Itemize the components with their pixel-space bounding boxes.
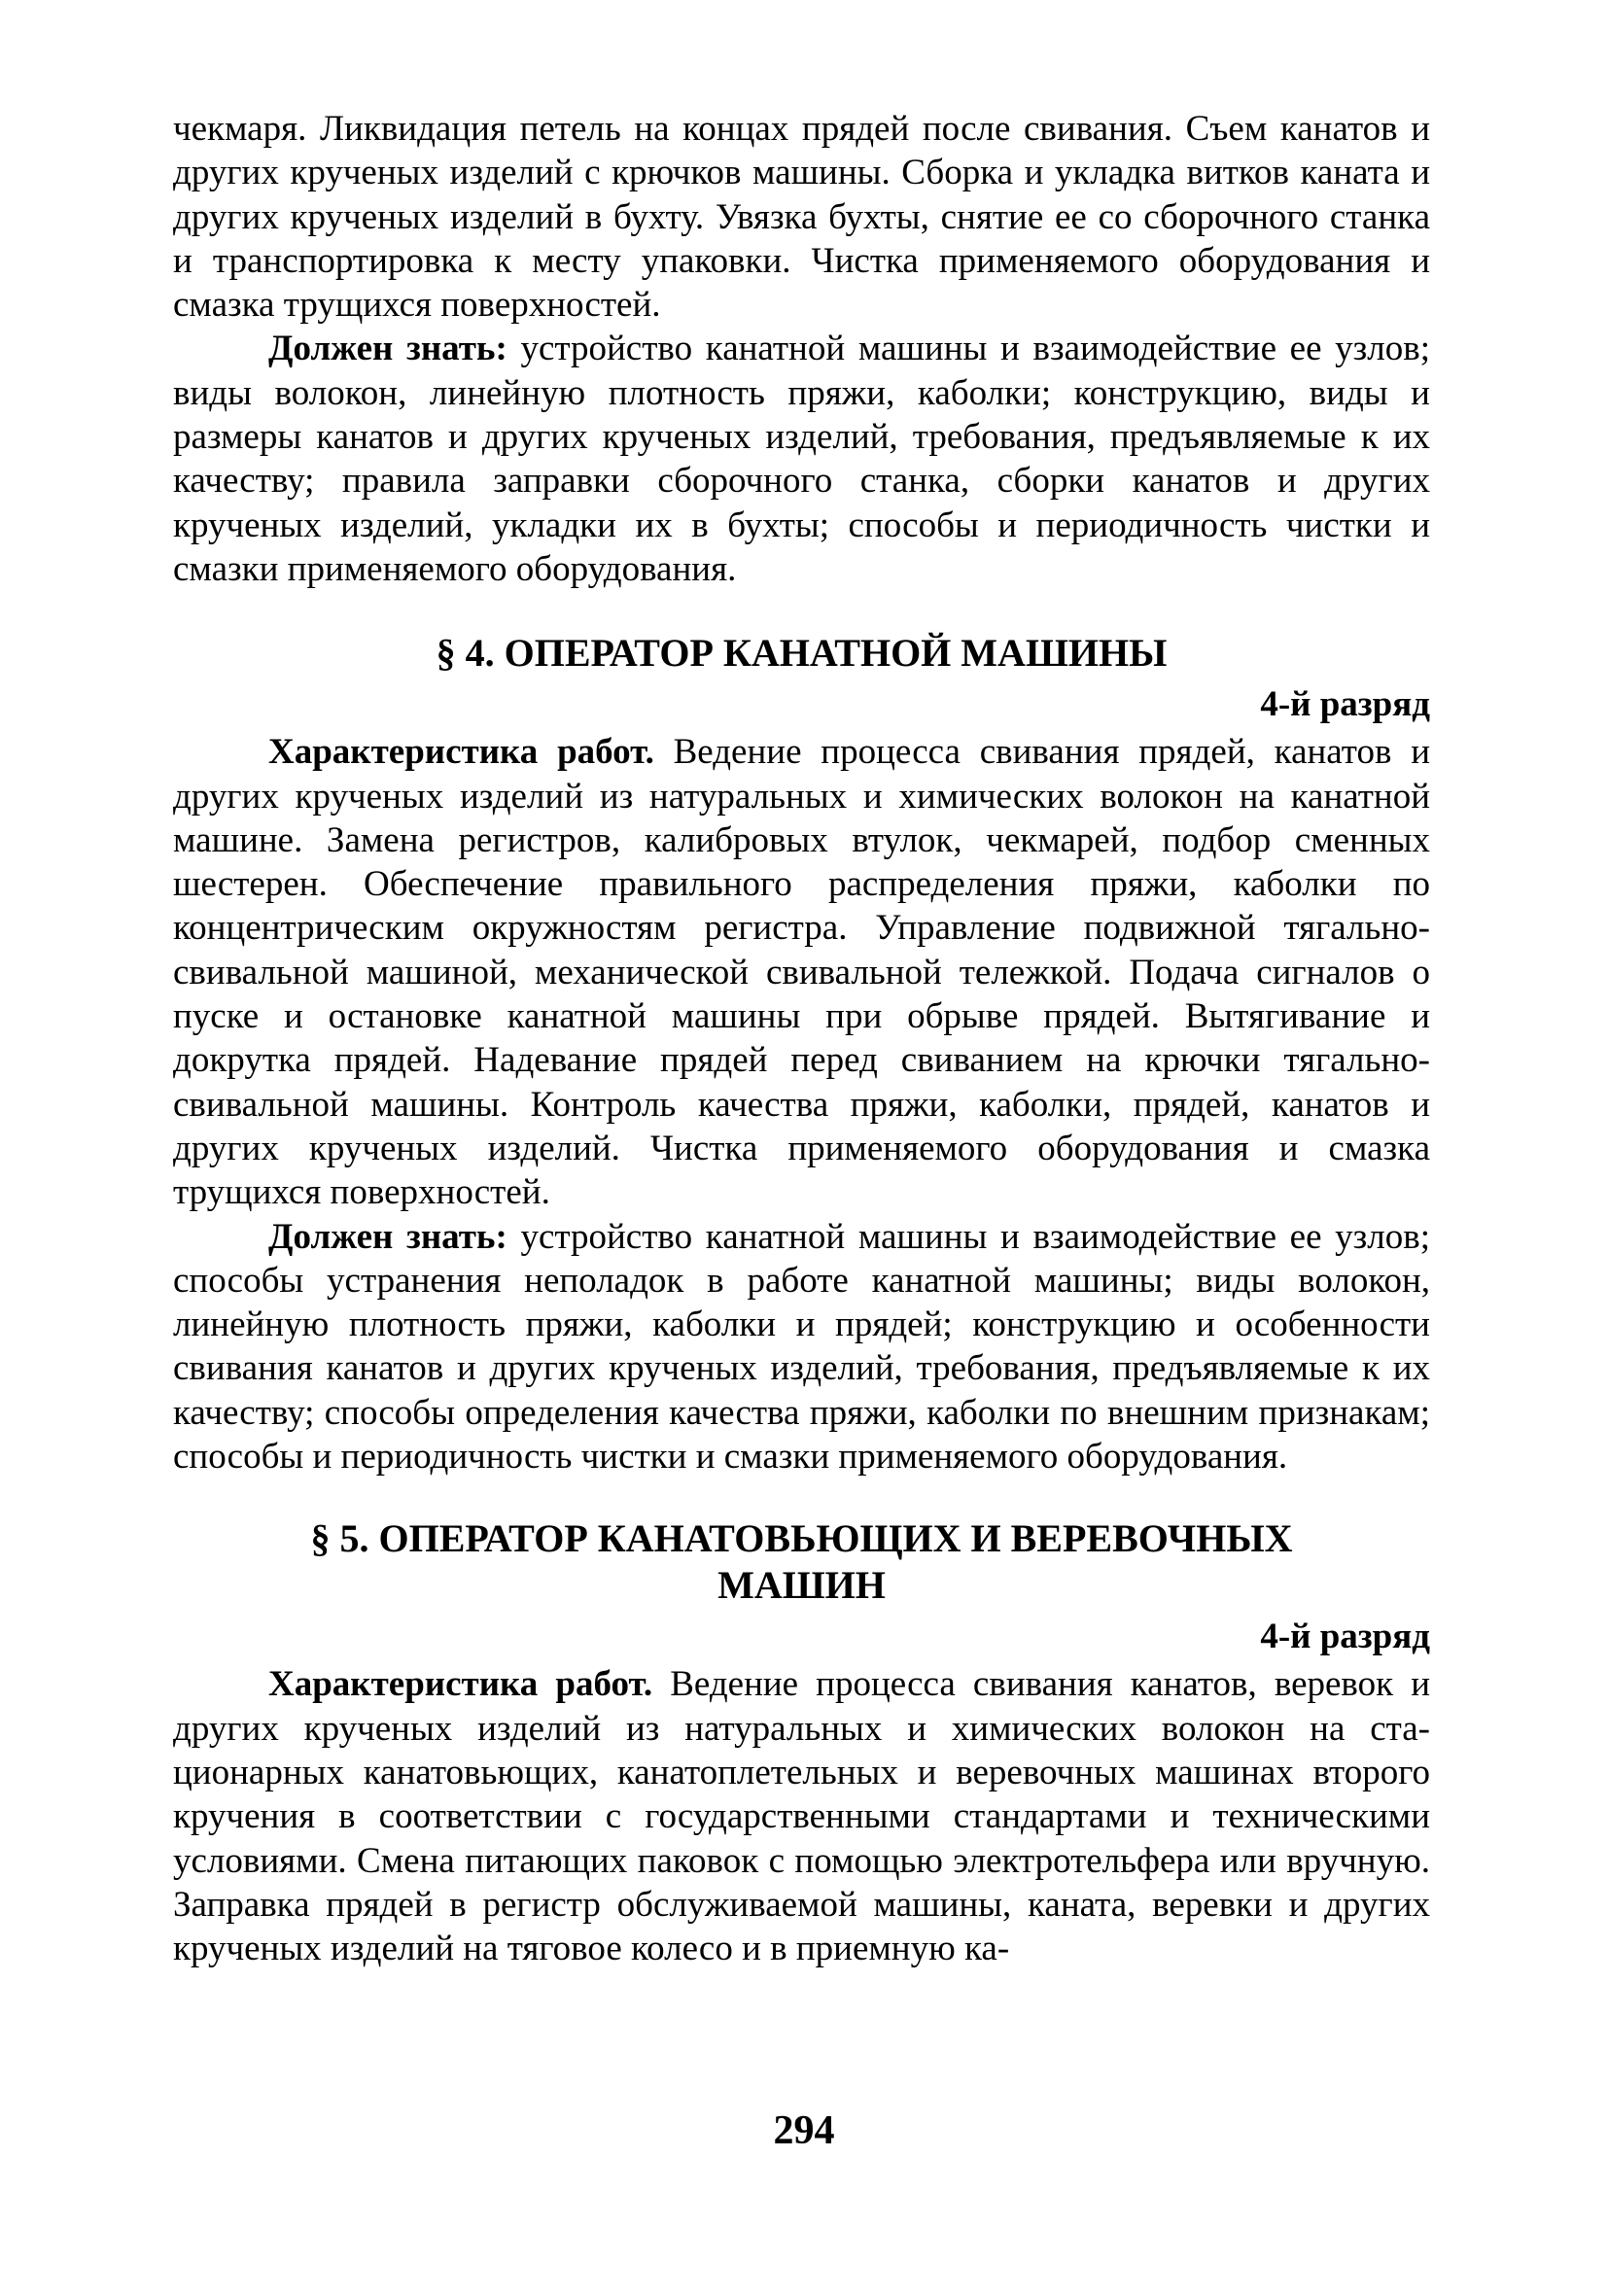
characteristics-text: Ведение процесса свивания прядей, канатов и других крученых изделий из натуральных и химических волокон на канатной машине. Замена регистров, калибровых втулок, чекмарей, подбор сменных шестерен. Обеспечение правильного распределения пряжи, каболки по концентрическим окружностям регистра. Управление подвижной тягально-свивальной машиной, механической свивальной тележкой. Подача сигналов о пуске и остановке канатной машины при обрыве прядей. Вытягивание и докрутка прядей. Надевание прядей перед свиванием на крючки тягально-свивальной машины. Контроль качества пряжи, каболки, прядей, канатов и других крученых изделий. Чистка применяемого оборудования и смазка трущихся поверхностей. xyxy=(173,732,1430,1213)
section4-characteristics-paragraph xyxy=(173,730,1430,1214)
page-number: 294 xyxy=(773,2108,835,2153)
characteristics-text: Ведение процесса свивания канатов, веревок и других крученых изделий из натуральных и химических волокон на стационарных канатовьющих, канатоплетельных и веревочных машинах второго кручения в соответствии с государственными стандартами и техническими условиями. Смена питающих паковок с помощью электротельфера или вручную. Заправка прядей в регистр обслуживаемой машины, каната, веревки и других крученых изделий на тяговое колесо и в приемную ка- xyxy=(173,1664,1430,1969)
section5-title xyxy=(173,1515,1430,1609)
top-paragraph: чекмаря. Ликвидация петель на концах прядей после свивания. Съем канатов и других крученых изделий с крючков машины. Сборка и укладка витков каната и других крученых изделий в бухту. Увязка бухты, снятие ее со сборочного станка и транспортировка к месту упаковки. Чистка применяемого оборудования и смазка трущихся поверхностей. xyxy=(173,109,1430,326)
section3-knowledge-paragraph xyxy=(173,327,1430,591)
characteristics-label: Характеристика работ. xyxy=(268,732,654,773)
knowledge-text: устройство канатной машины и взаимодействие ее узлов; виды волокон, линейную плотность пряжи, каболки; конструкцию, виды и размеры канатов и других крученых изделий, требования, предъявляемые к их качеству; правила заправки сборочного станка, сборки канатов и других крученых изделий, укладки их в бухты; способы и периодичность чистки и смазки применяемого оборудования. xyxy=(173,329,1430,589)
section4-grade: 4-й разряд xyxy=(1260,684,1430,725)
knowledge-label: Должен знать: xyxy=(268,329,507,369)
document-page xyxy=(173,107,1430,1970)
knowledge-text: устройство канатной машины и взаимодействие ее узлов; способы устранения неполадок в работе канатной машины; виды волокон, линейную плотность пряжи, каболки и прядей; конструкцию и особенности свивания канатов и других крученых изделий, требования, предъявляемые к их качеству; способы определения качества пряжи, каболки по внешним признакам; способы и периодичность чистки и смазки применяемого оборудования. xyxy=(173,1216,1430,1478)
section5-characteristics-paragraph xyxy=(173,1662,1430,1970)
section5-title-line1: § 5. ОПЕРАТОР КАНАТОВЬЮЩИХ И ВЕРЕВОЧНЫХ xyxy=(310,1516,1293,1561)
section4-title: § 4. ОПЕРАТОР КАНАТНОЙ МАШИНЫ xyxy=(436,631,1168,676)
characteristics-label: Характеристика работ. xyxy=(268,1664,653,1705)
knowledge-label: Должен знать: xyxy=(268,1216,507,1257)
section5-grade: 4-й разряд xyxy=(1260,1617,1430,1657)
section5-title-line2: МАШИН xyxy=(717,1563,886,1608)
section4-knowledge-paragraph xyxy=(173,1215,1430,1479)
